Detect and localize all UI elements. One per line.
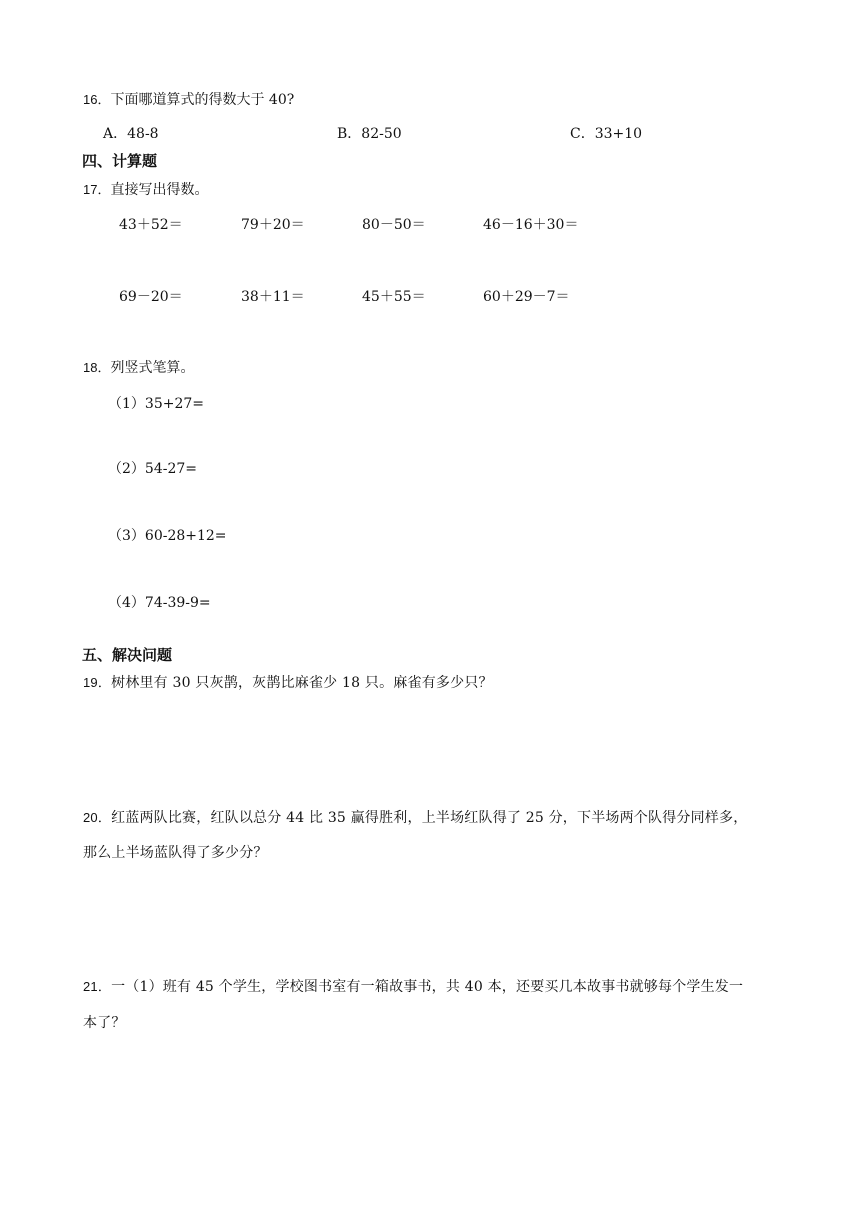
question-text-line-1: 一（1）班有 45 个学生，学校图书室有一箱故事书，共 40 本，还要买几本故事书就够每个学生发一 [111,979,744,995]
option-label: B． [337,126,362,142]
question-text: 列竖式笔算。 [110,360,195,376]
calc-item: 60＋29－7＝ [483,289,570,305]
vertical-calc-item: （1）35+27= [108,396,204,412]
vertical-calc-item: （2）54-27= [108,461,197,477]
calc-item: 80－50＝ [362,217,426,233]
question-20 [83,808,747,828]
option-value: 82-50 [361,126,402,142]
question-text: 下面哪道算式的得数大于 40? [110,92,295,108]
calc-item: 43＋52＝ [119,217,183,233]
question-18 [83,358,194,378]
option-a [103,124,159,144]
option-c [570,124,642,144]
question-number: 18． [83,360,111,375]
question-text-line-2: 本了？ [83,1015,126,1031]
vertical-calc-item: （3）60-28+12= [108,528,227,544]
option-b [337,124,402,144]
option-value: 33+10 [594,126,643,142]
question-number: 21． [83,979,112,994]
option-label: C． [570,126,595,142]
section-heading-calculation: 四、计算题 [82,152,158,170]
question-19 [83,673,493,693]
question-number: 17． [83,182,111,197]
question-number: 16． [83,92,111,107]
calc-item: 45＋55＝ [362,289,426,305]
question-number: 19． [83,675,112,690]
question-16 [83,90,294,110]
question-17 [83,180,208,200]
vertical-calc-item: （4）74-39-9= [108,595,211,611]
calc-item: 79＋20＝ [241,217,305,233]
question-21 [83,977,743,997]
calc-item: 46－16＋30＝ [483,217,579,233]
calc-item: 69－20＝ [119,289,183,305]
question-text-line-2: 那么上半场蓝队得了多少分？ [83,845,268,861]
question-number: 20． [83,810,112,825]
question-text: 树林里有 30 只灰鹊，灰鹊比麻雀少 18 只。麻雀有多少只？ [111,675,493,691]
calc-item: 38＋11＝ [241,289,305,305]
option-label: A． [103,126,128,142]
section-heading-problem-solving: 五、解决问题 [82,646,173,664]
question-text-line-1: 红蓝两队比赛，红队以总分 44 比 35 赢得胜利，上半场红队得了 25 分，下半场两个队得分同样多， [111,810,748,826]
option-value: 48-8 [127,126,159,142]
question-text: 直接写出得数。 [110,182,209,198]
